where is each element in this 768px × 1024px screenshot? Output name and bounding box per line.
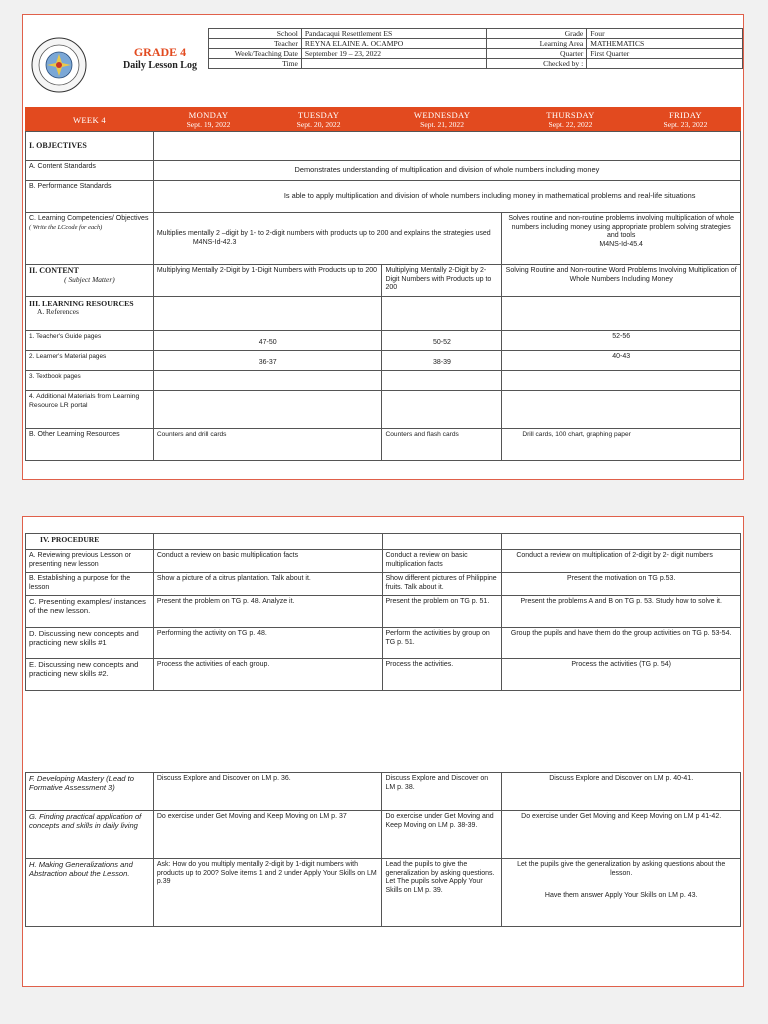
content-thursday: Solving Routine and Non-routine Word Problems Involving Multiplication of Whole Numbers Including Money (502, 265, 741, 297)
header-row (209, 29, 743, 39)
content-label-text: II. CONTENT (29, 266, 79, 275)
header-value: Four (587, 29, 743, 39)
procedure-thursday: Discuss Explore and Discover on LM p. 40-41. (502, 773, 741, 811)
content-wednesday: Multiplying Mentally 2-Digit by 2-Digit Numbers with Products up to 200 (382, 265, 502, 297)
procedure-monday: Discuss Explore and Discover on LM p. 36. (153, 773, 382, 811)
procedure-thursday: Do exercise under Get Moving and Keep Moving on LM p 41-42. (502, 811, 741, 859)
content-label (26, 265, 154, 297)
procedure-label: H. Making Generalizations and Abstraction about the Lesson. (26, 859, 154, 927)
tg-wednesday: 50-52 (382, 331, 502, 351)
procedure-label: G. Finding practical application of concepts and skills in daily living (26, 811, 154, 859)
performance-standards-label: B. Performance Standards (26, 181, 154, 213)
procedure-label: D. Discussing new concepts and practicing new skills #1 (26, 628, 154, 659)
procedure-row (26, 811, 741, 859)
procedure-table-top (25, 533, 741, 691)
header-label: Checked by : (487, 59, 587, 69)
tg-label: 1. Teacher's Guide pages (26, 331, 154, 351)
competencies-left-code: M4NS-Id-42.3 (192, 238, 237, 246)
procedure-row (26, 573, 741, 596)
day-monday: MONDAY Sept. 19, 2022 (154, 108, 264, 131)
procedure-thursday: Present the problems A and B on TG p. 53. Study how to solve it. (502, 596, 741, 628)
other-thursday: Drill cards, 100 chart, graphing paper (502, 429, 741, 461)
procedure-monday: Show a picture of a citrus plantation. Talk about it. (153, 573, 382, 596)
competencies-label (26, 213, 154, 265)
competencies-left (153, 213, 501, 265)
content-sub: ( Subject Matter) (64, 274, 115, 284)
header-value: REYNA ELAINE A. OCAMPO (301, 39, 487, 49)
header-label: Time (209, 59, 302, 69)
content-standards-label: A. Content Standards (26, 161, 154, 181)
procedure-wednesday: Do exercise under Get Moving and Keep Moving on LM p. 38-39. (382, 811, 502, 859)
header-row (209, 39, 743, 49)
objectives-heading: I. OBJECTIVES (26, 132, 154, 161)
day-thursday: THURSDAY Sept. 22, 2022 (511, 108, 631, 131)
header-label: Week/Teaching Date (209, 49, 302, 59)
procedure-thursday-text-2: Have them answer Apply Your Skills on LM p. 43. (544, 892, 698, 900)
header-label: School (209, 29, 302, 39)
other-wednesday: Counters and flash cards (382, 429, 502, 461)
procedure-wednesday: Perform the activities by group on TG p. 51. (382, 628, 502, 659)
procedure-label: A. Reviewing previous Lesson or presenting new lesson (26, 550, 154, 573)
procedure-thursday: Conduct a review on multiplication of 2-digit by 2- digit numbers (502, 550, 741, 573)
procedure-wednesday: Process the activities. (382, 659, 502, 691)
header-info-table (208, 28, 743, 69)
header-value: September 19 – 23, 2022 (301, 49, 487, 59)
lm-wednesday: 38-39 (382, 351, 502, 371)
lesson-log-page-2 (22, 516, 744, 987)
procedure-thursday: Group the pupils and have them do the group activities on TG p. 53-54. (502, 628, 741, 659)
procedure-row (26, 596, 741, 628)
other-monday: Counters and drill cards (153, 429, 382, 461)
additional-materials-label: 4. Additional Materials from Learning Resource LR portal (26, 391, 154, 429)
header-value: Pandacaqui Resettlement ES (301, 29, 487, 39)
procedure-wednesday: Conduct a review on basic multiplication facts (382, 550, 502, 573)
procedure-label: E. Discussing new concepts and practicing new skills #2. (26, 659, 154, 691)
other-resources-label: B. Other Learning Resources (26, 429, 154, 461)
procedure-row (26, 859, 741, 927)
day-tuesday: TUESDAY Sept. 20, 2022 (264, 108, 374, 131)
textbook-label: 3. Textbook pages (26, 371, 154, 391)
header-label: Learning Area (487, 39, 587, 49)
competencies-note: ( Write the LCcode for each) (29, 223, 103, 231)
procedure-monday: Ask: How do you multiply mentally 2-digit by 1-digit numbers with products up to 200? Solve items 1 and 2 under Apply Your Skills on LM p.39 (153, 859, 382, 927)
procedure-monday: Performing the activity on TG p. 48. (153, 628, 382, 659)
tg-monday: 47-50 (153, 331, 382, 351)
tg-thursday: 52-56 (502, 331, 741, 351)
procedure-thursday (502, 859, 741, 927)
references-label: A. References (37, 307, 79, 316)
procedure-table-bottom (25, 772, 741, 927)
competencies-right (502, 213, 741, 265)
log-title: Daily Lesson Log (123, 60, 197, 71)
header-value (587, 59, 743, 69)
day-wednesday: WEDNESDAY Sept. 21, 2022 (374, 108, 511, 131)
lm-thursday: 40-43 (502, 351, 741, 371)
competencies-right-text: Solves routine and non-routine problems involving multiplication of whole numbers including money using appropriate problem solving strategies and tools (508, 215, 734, 240)
deped-seal-icon (31, 37, 87, 93)
procedure-label: F. Developing Mastery (Lead to Formative Assessment 3) (26, 773, 154, 811)
lesson-log-page-1 (22, 14, 744, 480)
procedure-label: C. Presenting examples/ instances of the new lesson. (26, 596, 154, 628)
competencies-label-text: C. Learning Competencies/ Objectives (29, 215, 149, 222)
procedure-row (26, 628, 741, 659)
procedure-monday: Conduct a review on basic multiplication facts (153, 550, 382, 573)
lm-monday: 36-37 (153, 351, 382, 371)
procedure-thursday: Present the motivation on TG p.53. (502, 573, 741, 596)
content-standards-text: Demonstrates understanding of multiplication and division of whole numbers including money (153, 161, 740, 181)
procedure-monday: Do exercise under Get Moving and Keep Moving on LM p. 37 (153, 811, 382, 859)
header-label: Teacher (209, 39, 302, 49)
header-value: First Quarter (587, 49, 743, 59)
header-row (209, 49, 743, 59)
procedure-monday: Process the activities of each group. (153, 659, 382, 691)
procedure-thursday: Process the activities (TG p. 54) (502, 659, 741, 691)
day-friday: FRIDAY Sept. 23, 2022 (630, 108, 740, 131)
procedure-wednesday: Discuss Explore and Discover on LM p. 38. (382, 773, 502, 811)
header-value (301, 59, 487, 69)
procedure-row (26, 659, 741, 691)
procedure-wednesday: Present the problem on TG p. 51. (382, 596, 502, 628)
grade-title: GRADE 4 (133, 45, 187, 59)
week-label: WEEK 4 (26, 108, 154, 131)
competencies-left-text: Multiplies mentally 2 –digit by 1- to 2-digit numbers with products up to 200 and explains the strategies used (156, 229, 491, 237)
day-header-bar (25, 107, 741, 131)
performance-standards-text: Is able to apply multiplication and division of whole numbers including money in mathematical problems and real-life situations (153, 181, 740, 213)
header-row (209, 59, 743, 69)
resources-label (26, 297, 154, 331)
procedure-heading: IV. PROCEDURE (26, 534, 154, 550)
procedure-label: B. Establishing a purpose for the lesson (26, 573, 154, 596)
competencies-right-code: M4NS-Id-45.4 (599, 240, 643, 248)
procedure-monday: Present the problem on TG p. 48. Analyze it. (153, 596, 382, 628)
header-value: MATHEMATICS (587, 39, 743, 49)
lm-label: 2. Learner's Material pages (26, 351, 154, 371)
header-label: Grade (487, 29, 587, 39)
procedure-thursday-text: Let the pupils give the generalization by asking questions about the lesson. (517, 861, 726, 877)
content-monday: Multiplying Mentally 2-Digit by 1-Digit Numbers with Products up to 200 (153, 265, 382, 297)
procedure-row (26, 550, 741, 573)
procedure-row (26, 773, 741, 811)
resources-label-text: III. LEARNING RESOURCES (29, 299, 134, 308)
procedure-wednesday: Lead the pupils to give the generalization by asking questions. Let The pupils solve Apply Your Skills on LM p. 39. (382, 859, 502, 927)
header-label: Quarter (487, 49, 587, 59)
procedure-wednesday: Show different pictures of Philippine fruits. Talk about it. (382, 573, 502, 596)
objectives-content-table (25, 131, 741, 461)
